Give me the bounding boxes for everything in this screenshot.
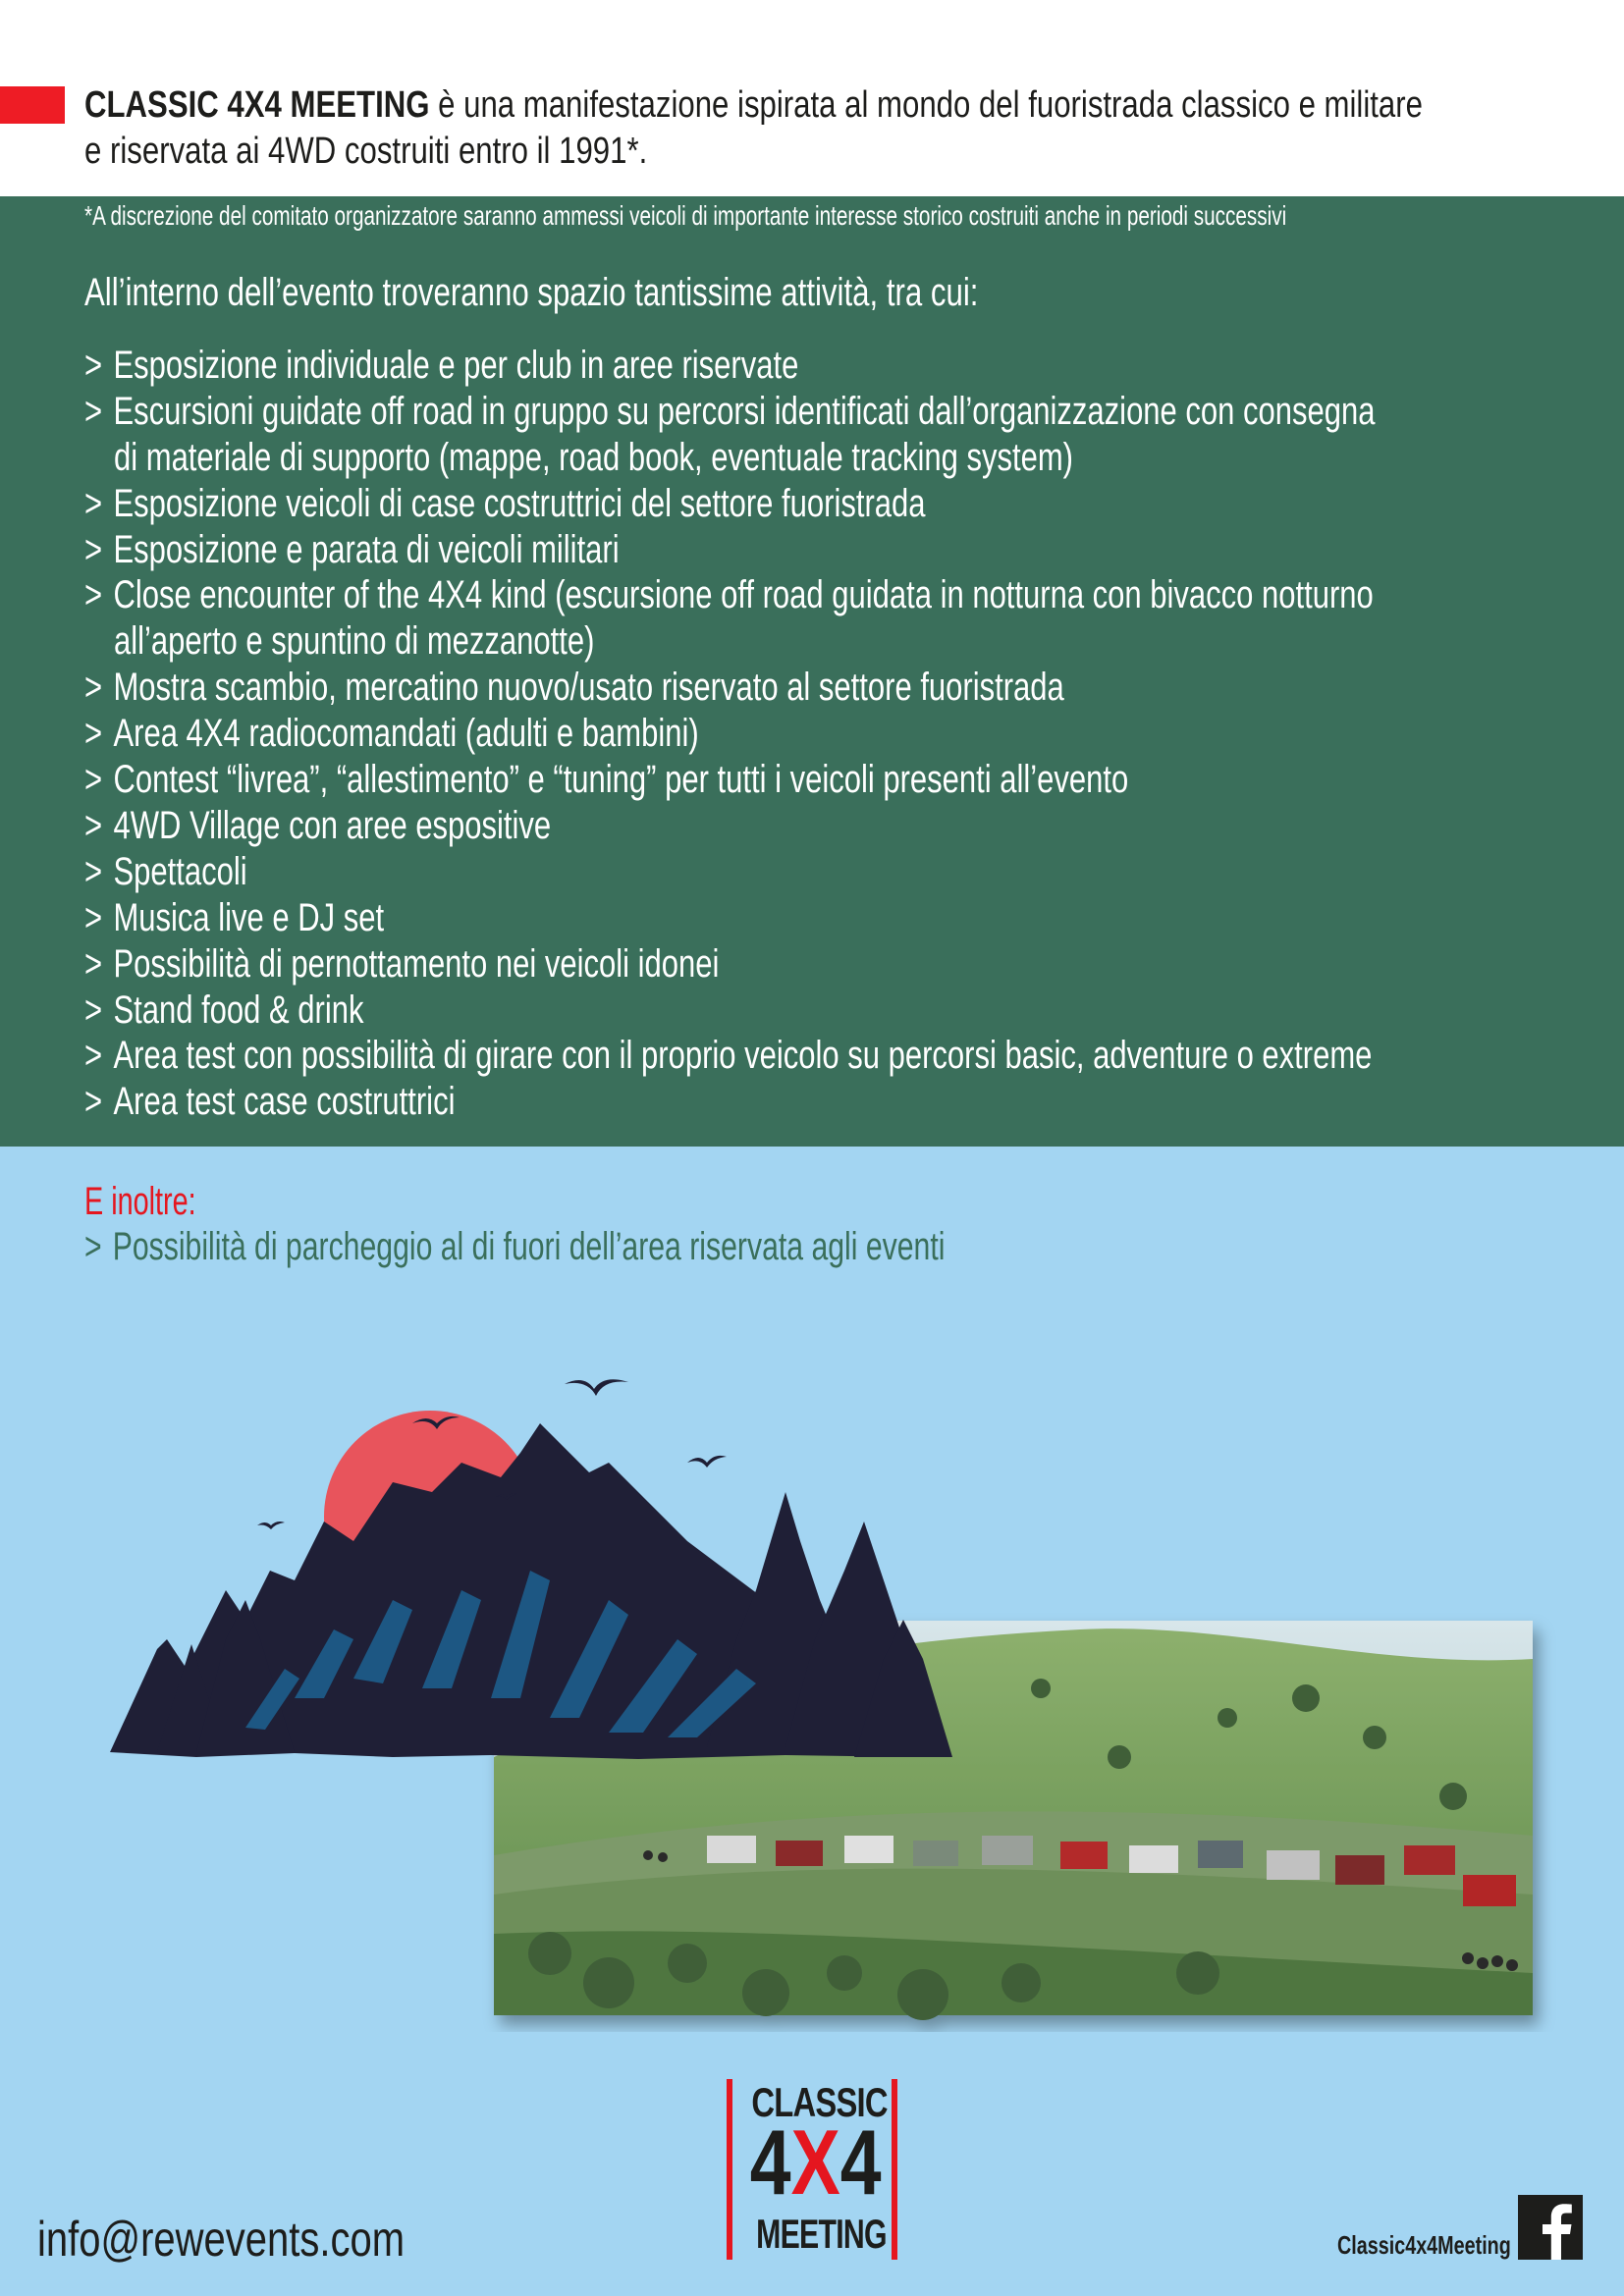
facebook-handle[interactable]: Classic4x4Meeting: [1337, 2230, 1511, 2260]
activity-text-continued: di materiale di supporto (mappe, road book, eventuale tracking system): [114, 436, 1074, 479]
activity-item: [84, 804, 551, 848]
activity-text: Area test con possibilità di girare con il proprio veicolo su percorsi basic, adventure o extreme: [113, 1034, 1373, 1077]
bullet-marker: >: [84, 482, 103, 525]
activity-item: [84, 1080, 455, 1124]
bullet-marker: >: [84, 390, 103, 433]
classic-4x4-meeting-logo: [727, 2079, 897, 2260]
bullet-marker: >: [84, 1225, 102, 1268]
activity-item: [84, 390, 1375, 434]
activity-item: [84, 850, 247, 894]
red-marker: [0, 86, 65, 124]
bullet-marker: >: [84, 988, 103, 1032]
activity-item: [84, 1034, 1372, 1078]
bullet-marker: >: [84, 573, 103, 616]
activity-text: Stand food & drink: [113, 988, 364, 1032]
activity-text-continued: all’aperto e spuntino di mezzanotte): [114, 619, 595, 663]
brand-name: CLASSIC 4X4 MEETING: [84, 84, 430, 126]
activity-text: 4WD Village con aree espositive: [113, 804, 552, 847]
extras-title: E inoltre:: [84, 1180, 196, 1223]
contact-email[interactable]: info@rewevents.com: [37, 2212, 406, 2267]
activity-item: [84, 528, 620, 572]
bullet-marker: >: [84, 528, 103, 571]
activity-text: Escursioni guidate off road in gruppo su percorsi identificati dall’organizzazione con consegna: [113, 390, 1376, 433]
activity-text: Close encounter of the 4X4 kind (escursione off road guidata in notturna con bivacco notturno: [113, 573, 1374, 616]
activity-item: [84, 482, 925, 526]
logo-bar-right: [892, 2079, 897, 2260]
extras-item-text: Possibilità di parcheggio al di fuori dell’area riservata agli eventi: [112, 1225, 946, 1268]
activity-item: [84, 344, 798, 388]
activity-text: Area test case costruttrici: [113, 1080, 456, 1123]
intro-line-1: [84, 84, 1423, 127]
footnote: *A discrezione del comitato organizzatore saranno ammessi veicoli di importante interesse storico costruiti anche in periodi successivi: [84, 200, 1287, 231]
bullet-marker: >: [84, 896, 103, 939]
facebook-icon[interactable]: [1518, 2195, 1583, 2260]
logo-line-2: 4X4: [749, 2110, 882, 2214]
activity-item: [84, 942, 719, 987]
activity-text: Esposizione veicoli di case costruttrici del settore fuoristrada: [113, 482, 926, 525]
activity-item: [84, 712, 699, 756]
bullet-marker: >: [84, 666, 103, 709]
activity-text: Esposizione e parata di veicoli militari: [113, 528, 620, 571]
logo-bar-left: [727, 2079, 732, 2260]
intro-line-2: e riservata ai 4WD costruiti entro il 1991*.: [84, 131, 648, 172]
activity-text: Possibilità di pernottamento nei veicoli idonei: [113, 942, 720, 986]
intro-text: è una manifestazione ispirata al mondo del fuoristrada classico e militare: [429, 84, 1423, 126]
activity-item: [84, 758, 1128, 802]
logo-line-3: MEETING: [756, 2211, 887, 2257]
bullet-marker: >: [84, 942, 103, 986]
activity-text: Esposizione individuale e per club in aree riservate: [113, 344, 799, 387]
activity-item: [84, 988, 364, 1033]
activity-text: Area 4X4 radiocomandati (adulti e bambini): [113, 712, 699, 755]
activity-text: Spettacoli: [113, 850, 247, 893]
extras-item: [84, 1225, 945, 1269]
activities-lead: All’interno dell’evento troveranno spazio tantissime attività, tra cui:: [84, 271, 979, 314]
activity-item: [84, 896, 384, 940]
activity-text: Contest “livrea”, “allestimento” e “tuning” per tutti i veicoli presenti all’evento: [113, 758, 1129, 801]
bullet-marker: >: [84, 344, 103, 387]
bullet-marker: >: [84, 804, 103, 847]
bullet-marker: >: [84, 712, 103, 755]
bullet-marker: >: [84, 1034, 103, 1077]
mountain-illustration: [98, 1345, 1571, 2032]
activity-item: [84, 573, 1374, 617]
activity-text: Musica live e DJ set: [113, 896, 385, 939]
activity-text: Mostra scambio, mercatino nuovo/usato riservato al settore fuoristrada: [113, 666, 1064, 709]
logo-line-1: CLASSIC: [751, 2079, 888, 2125]
bullet-marker: >: [84, 850, 103, 893]
bullet-marker: >: [84, 758, 103, 801]
bullet-marker: >: [84, 1080, 103, 1123]
activity-item: [84, 666, 1064, 710]
